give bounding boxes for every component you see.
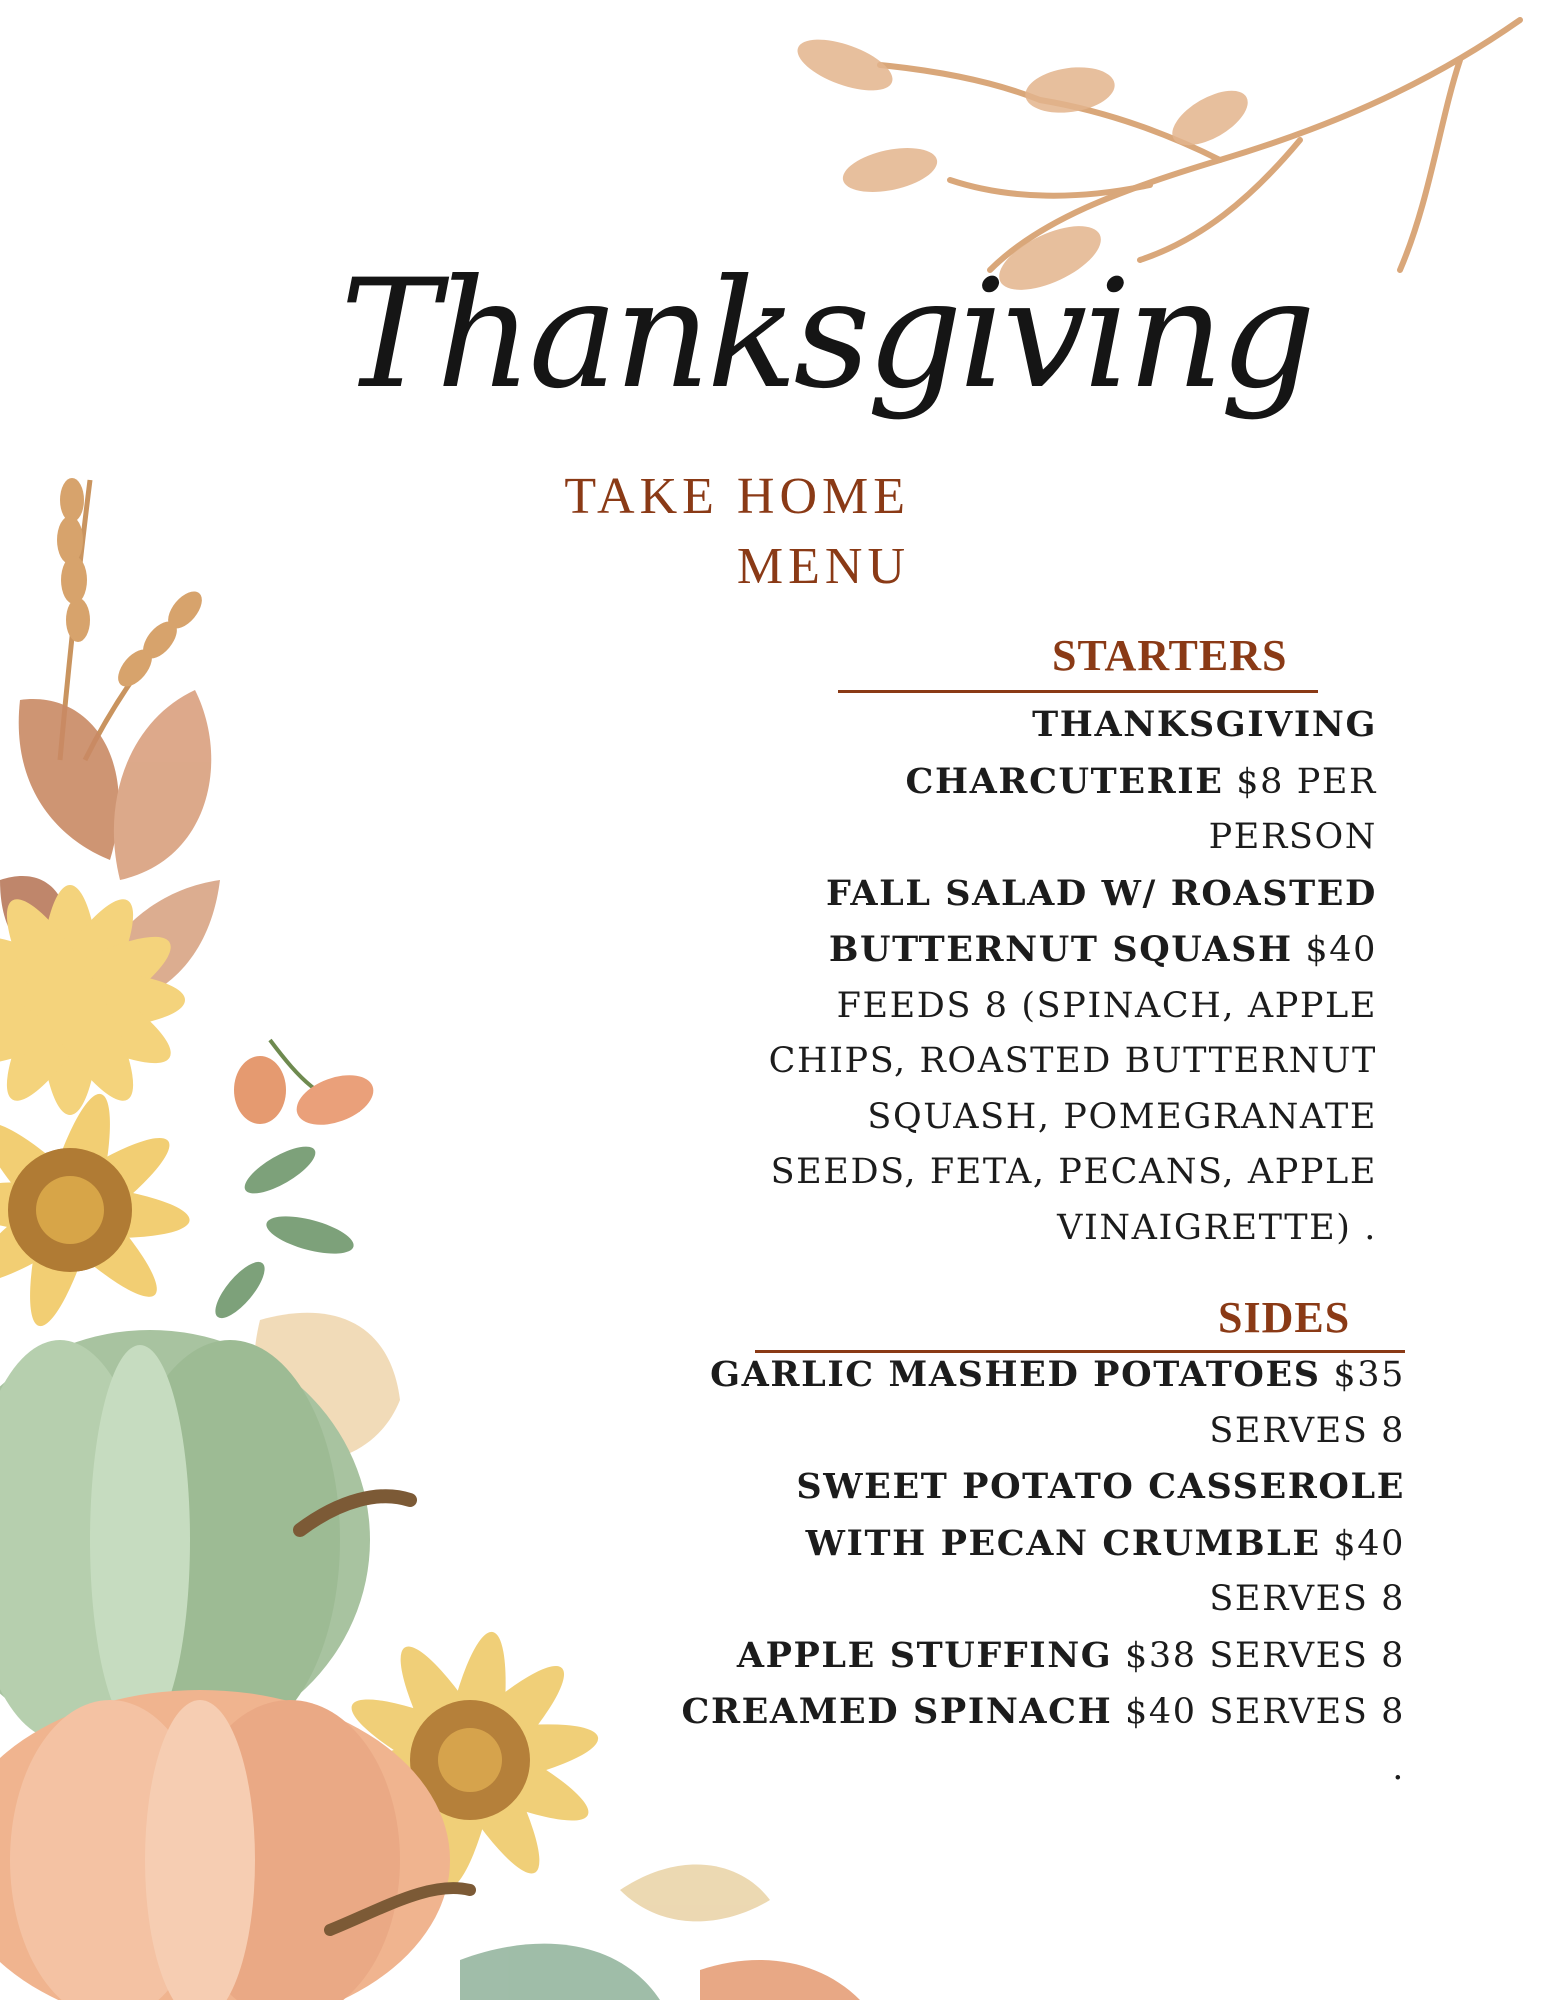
item-name: CHARCUTERIE: [905, 760, 1224, 802]
sides-list: [682, 1347, 1405, 1796]
menu-line: [769, 1145, 1377, 1201]
starters-heading: STARTERS: [1052, 631, 1288, 680]
menu-line: [682, 1347, 1405, 1404]
item-detail: FEEDS 8 (SPINACH, APPLE: [836, 985, 1377, 1026]
menu-line: [682, 1404, 1405, 1460]
greenery-illustration: [208, 1138, 358, 1325]
item-name: WITH PECAN CRUMBLE: [805, 1522, 1321, 1564]
item-detail: CHIPS, ROASTED BUTTERNUT: [768, 1041, 1377, 1081]
menu-line: [769, 810, 1377, 866]
item-detail: SERVES 8: [1209, 1410, 1405, 1451]
item-detail: $40 SERVES 8: [1125, 1692, 1405, 1732]
menu-line: [682, 1684, 1405, 1741]
item-name: SWEET POTATO CASSEROLE: [796, 1466, 1405, 1507]
menu-line: [769, 1034, 1377, 1090]
menu-line: [682, 1459, 1405, 1516]
item-detail: $35: [1333, 1355, 1405, 1395]
menu-title: Thanksgiving: [340, 248, 1312, 422]
subtitle-line-1: TAKE HOME: [564, 468, 910, 525]
item-detail: SEEDS, FETA, PECANS, APPLE: [770, 1152, 1377, 1192]
menu-line: [769, 697, 1377, 754]
item-detail: SQUASH, POMEGRANATE: [867, 1096, 1377, 1137]
branch-illustration: [880, 20, 1520, 270]
menu-line: [682, 1741, 1405, 1797]
menu-line: [769, 866, 1377, 923]
item-detail: .: [1392, 1747, 1405, 1788]
subtitle-line-2: MENU: [736, 538, 910, 595]
menu-subtitle: [520, 462, 910, 602]
item-detail: $40: [1333, 1523, 1405, 1564]
menu-line: [682, 1628, 1405, 1685]
menu-line: [769, 1201, 1377, 1257]
item-name: CREAMED SPINACH: [681, 1691, 1113, 1732]
starters-list: [769, 697, 1377, 1256]
sides-heading: SIDES: [1218, 1293, 1351, 1342]
menu-line: [769, 922, 1377, 979]
item-name: APPLE STUFFING: [736, 1634, 1113, 1676]
item-detail: $8 PER: [1236, 761, 1377, 802]
menu-line: [682, 1516, 1405, 1573]
rosehip-illustration: [234, 1040, 380, 1134]
item-detail: PERSON: [1208, 817, 1377, 857]
item-detail: $38 SERVES 8: [1125, 1635, 1405, 1676]
item-name: GARLIC MASHED POTATOES: [710, 1354, 1321, 1395]
menu-line: [682, 1572, 1405, 1628]
item-name: THANKSGIVING: [1032, 704, 1377, 745]
starters-divider: [838, 690, 1318, 693]
menu-line: [769, 979, 1377, 1035]
item-name: FALL SALAD W/ ROASTED: [825, 872, 1377, 914]
bottom-leaves-illustration: [460, 1865, 860, 2000]
menu-line: [769, 1090, 1377, 1146]
item-name: BUTTERNUT SQUASH: [828, 929, 1293, 970]
item-detail: VINAIGRETTE) .: [1057, 1207, 1377, 1248]
item-detail: $40: [1305, 930, 1377, 970]
item-detail: SERVES 8: [1209, 1579, 1405, 1619]
menu-line: [769, 754, 1377, 811]
